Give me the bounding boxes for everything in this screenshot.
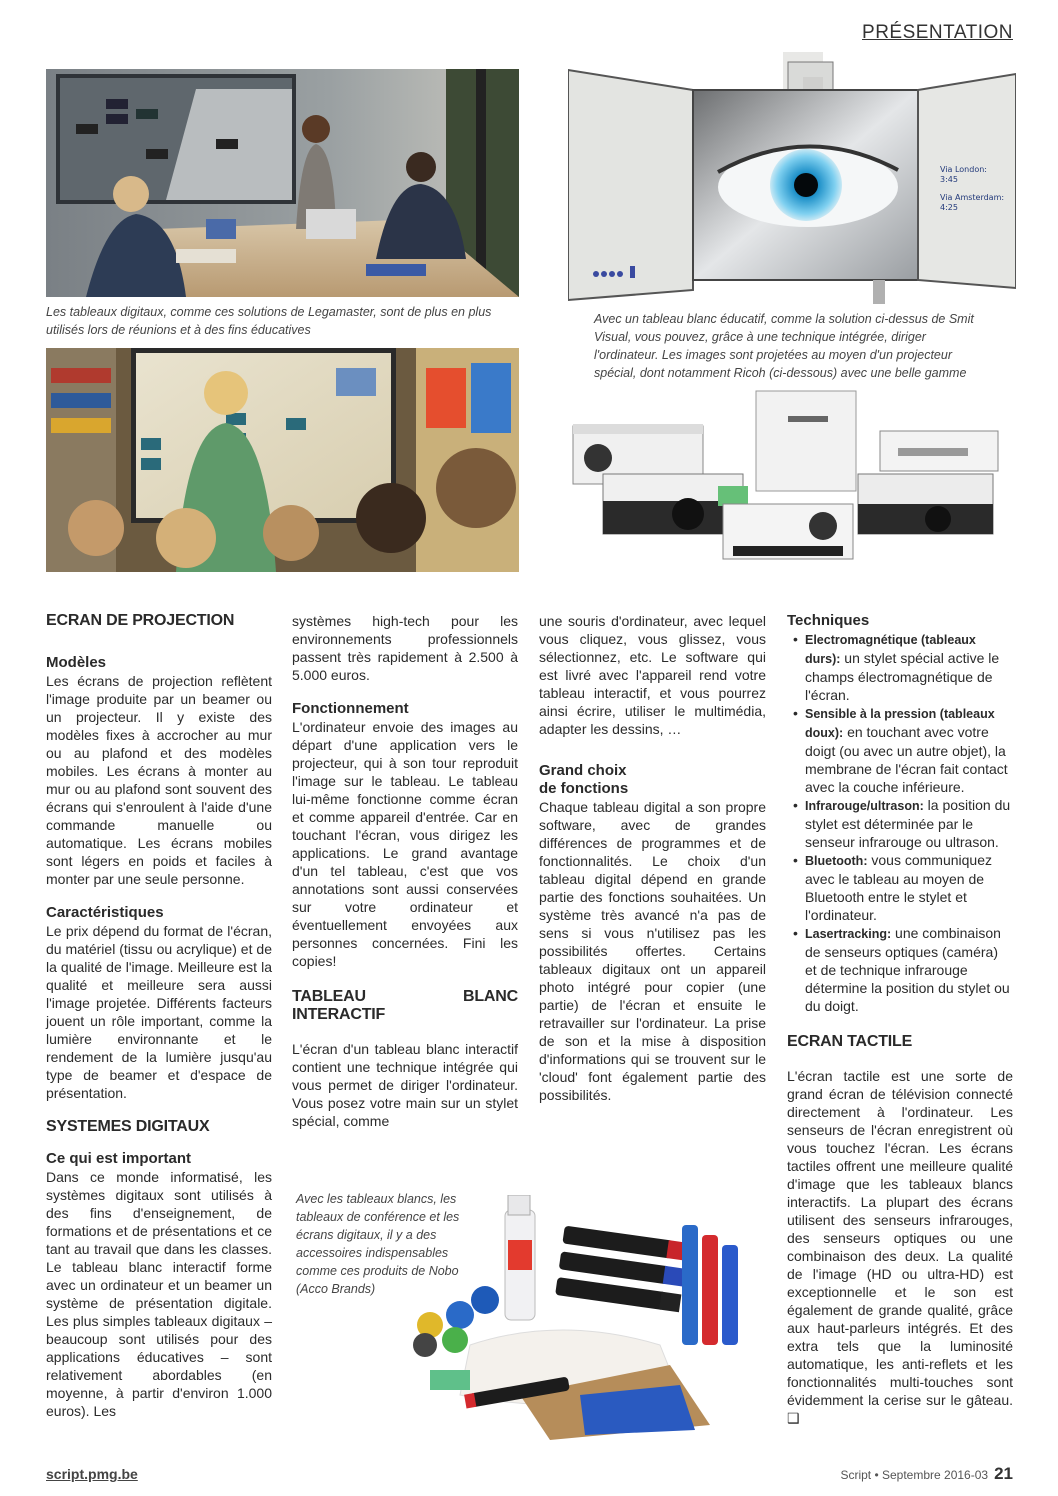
whiteboard-note-time-2: 4:25	[940, 203, 958, 212]
paragraph-souris: une souris d'ordinateur, avec lequel vous cliquez, vous glissez, vous sélectionnez, etc. Le software qui est livré avec l'appareil rend votre tableau interactif, et vous pourrez ainsi écrire, utiliser le multimédia, adapter les dessins, …	[539, 613, 766, 737]
heading-systemes-digitaux: SYSTEMES DIGITAUX	[46, 1118, 210, 1135]
classroom-photo	[46, 348, 519, 572]
paragraph-modeles: Les écrans de projection reflètent l'image produite par un beamer ou un projecteur. Il y existe des modèles fixes à accrocher au mur ou au plafond et des modèles mobiles. Les écrans à monter au mur ou au plafond sont souvent des écrans qui s'enroulent à l'aide d'une commande manuelle ou automatique. Les écrans mobiles sont légers en poids et faciles à monter par une seule personne.	[46, 673, 272, 887]
subheading-fonctions: de fonctions	[539, 780, 629, 797]
subheading-modeles: Modèles	[46, 654, 107, 671]
technique-item: • Sensible à la pression (tableaux doux): en touchant avec votre doigt (ou avec un autre objet), la membrane de l'écran fait contact avec la couche inférieure.	[787, 704, 1013, 796]
column-1	[46, 612, 272, 1420]
heading-ecran-projection: ECRAN DE PROJECTION	[46, 612, 235, 629]
column-4	[787, 612, 1013, 1427]
column-2	[292, 612, 518, 1130]
paragraph-fonctionnement: L'ordinateur envoie des images au départ d'une application vers le projecteur, qui à son tour reproduit l'image sur le tableau. Le tableau lui-même fonctionne comme écran et comme appareil d'entrée. Car en touchant l'écran, vous dirigez les applications. Le grand avantage d'un tel tableau, c'est que vos annotations sont aussi conservées sur votre ordinateur et éventuellement envoyées aux personnes concernées. Fini les copies!	[292, 719, 518, 969]
section-title: PRÉSENTATION	[862, 22, 1013, 43]
technique-item: • Bluetooth: vous communiquez avec le tableau au moyen de Bluetooth entre le stylet et l'ordinateur.	[787, 851, 1013, 924]
meeting-room-photo	[46, 69, 519, 297]
paragraph-tableau-blanc: L'écran d'un tableau blanc interactif contient une technique intégrée qui vous permet de diriger l'ordinateur. Vous posez votre main sur un stylet spécial, comme	[292, 1041, 518, 1129]
page-number: 21	[994, 1464, 1013, 1483]
issue-label: Script • Septembre 2016-03	[840, 1468, 989, 1482]
whiteboard-note-1: Via London:	[940, 165, 987, 174]
whiteboard-photo-caption: Avec un tableau blanc éducatif, comme la solution ci-dessus de Smit Visual, vous pouvez, grâce à une technique intégrée, diriger l'ordinateur. Les images sont projetées au moyen d'un projecteur spécial, dont notamment Ricoh (ci-dessous) avec une belle gamme	[594, 312, 974, 380]
technique-item: • Lasertracking: une combinaison de senseurs optiques (caméra) et de technique infrarouge détermine la position du stylet ou du doigt.	[787, 924, 1013, 1015]
whiteboard-note-time-1: 3:45	[940, 175, 958, 184]
column-3	[539, 612, 766, 1104]
heading-tableau-blanc: TABLEAU BLANC INTERACTIF	[292, 988, 518, 1023]
technique-item: • Infrarouge/ultrason: la position du stylet est déterminée par le senseur infrarouge ou ultrason.	[787, 796, 1013, 851]
footer-issue	[840, 1464, 1013, 1484]
meeting-photo-caption: Les tableaux digitaux, comme ces solutions de Legamaster, sont de plus en plus utilisés lors de réunions et à des fins éducatives	[46, 305, 492, 337]
subheading-grand-choix: Grand choix	[539, 762, 627, 779]
subheading-important: Ce qui est important	[46, 1150, 192, 1167]
paragraph-ecran-tactile: L'écran tactile est une sorte de grand écran de télévision connecté directement à l'ordinateur. Les senseurs de l'écran enregistrent où vous touchez l'écran. Les écrans tactiles offrent une meilleure qualité d'image que les tableaux blancs interactifs. La plupart des écrans utilisent des senseurs infrarouges, des senseurs optiques ou une combinaison des deux. La qualité de l'image (HD ou ultra-HD) est exceptionnelle et le son est également de grande qualité, grâce aux haut-parleurs intégrés. Et des extra tels que la luminosité automatique, les anti-reflets et les fonctionnalités multi-touches sont évidemment la cerise sur le gâteau. ❑	[787, 1068, 1013, 1426]
paragraph-prix-suite: systèmes high-tech pour les environnements professionnels passent très rapidement à 2.500 à 5.000 euros.	[292, 613, 518, 683]
subheading-techniques: Techniques	[787, 612, 870, 629]
whiteboard-note-2: Via Amsterdam:	[940, 193, 1005, 202]
techniques-list	[787, 630, 1013, 1015]
technique-item: • Electromagnétique (tableaux durs): un stylet spécial active le champs électromagnétique de l'écran.	[787, 630, 1013, 704]
paragraph-grand-choix: Chaque tableau digital a son propre software, avec de grandes différences de programmes et de fonctionnalités. Le choix d'un tableau digital dépend en grande partie des fonctions souhaitées. Un système très avancé n'a pas de sens si vous n'utilisez pas les possibilités offertes. Certains tableaux digitaux ont un appareil photo intégré pour copier (une partie) de l'écran et ensuite le retravailler sur l'ordinateur. La prise de son et la mise à disposition d'informations qui se trouvent sur le 'cloud' font également partie des possibilités.	[539, 799, 766, 1103]
accessories-caption: Avec les tableaux blancs, les tableaux de conférence et les écrans digitaux, il y a des accessoires indispensables comme ces produits de Nobo (Acco Brands)	[296, 1192, 460, 1296]
subheading-caracteristiques: Caractéristiques	[46, 904, 164, 921]
whiteboard-photo	[568, 52, 1016, 304]
footer-website-link[interactable]: script.pmg.be	[46, 1466, 138, 1482]
paragraph-caracteristiques: Le prix dépend du format de l'écran, du matériel (tissu ou acrylique) et de la qualité de l'image. Meilleure est la qualité et meilleure sera aussi l'image projetée. Différents facteurs jouent un rôle important, comme la lumière environnante et le rendement de la lumière jusqu'au type de beamer et d'espace de présentation.	[46, 923, 272, 1101]
end-mark-icon: ❑	[787, 1410, 800, 1426]
subheading-fonctionnement: Fonctionnement	[292, 700, 409, 717]
projectors-photo	[568, 386, 1016, 578]
paragraph-important: Dans ce monde informatisé, les systèmes digitaux sont utilisés à des fins d'enseignement, de formations et de présentations et ce tant au travail que dans les classes. Le tableau blanc interactif forme avec un ordinateur et un beamer un système de présentation digitale. Les plus simples tableaux digitaux – beaucoup sont utilisés pour des applications éducatives – sont relativement abordables (en moyenne, à partir d'environ 1.000 euros). Les	[46, 1169, 272, 1419]
heading-ecran-tactile: ECRAN TACTILE	[787, 1033, 913, 1050]
